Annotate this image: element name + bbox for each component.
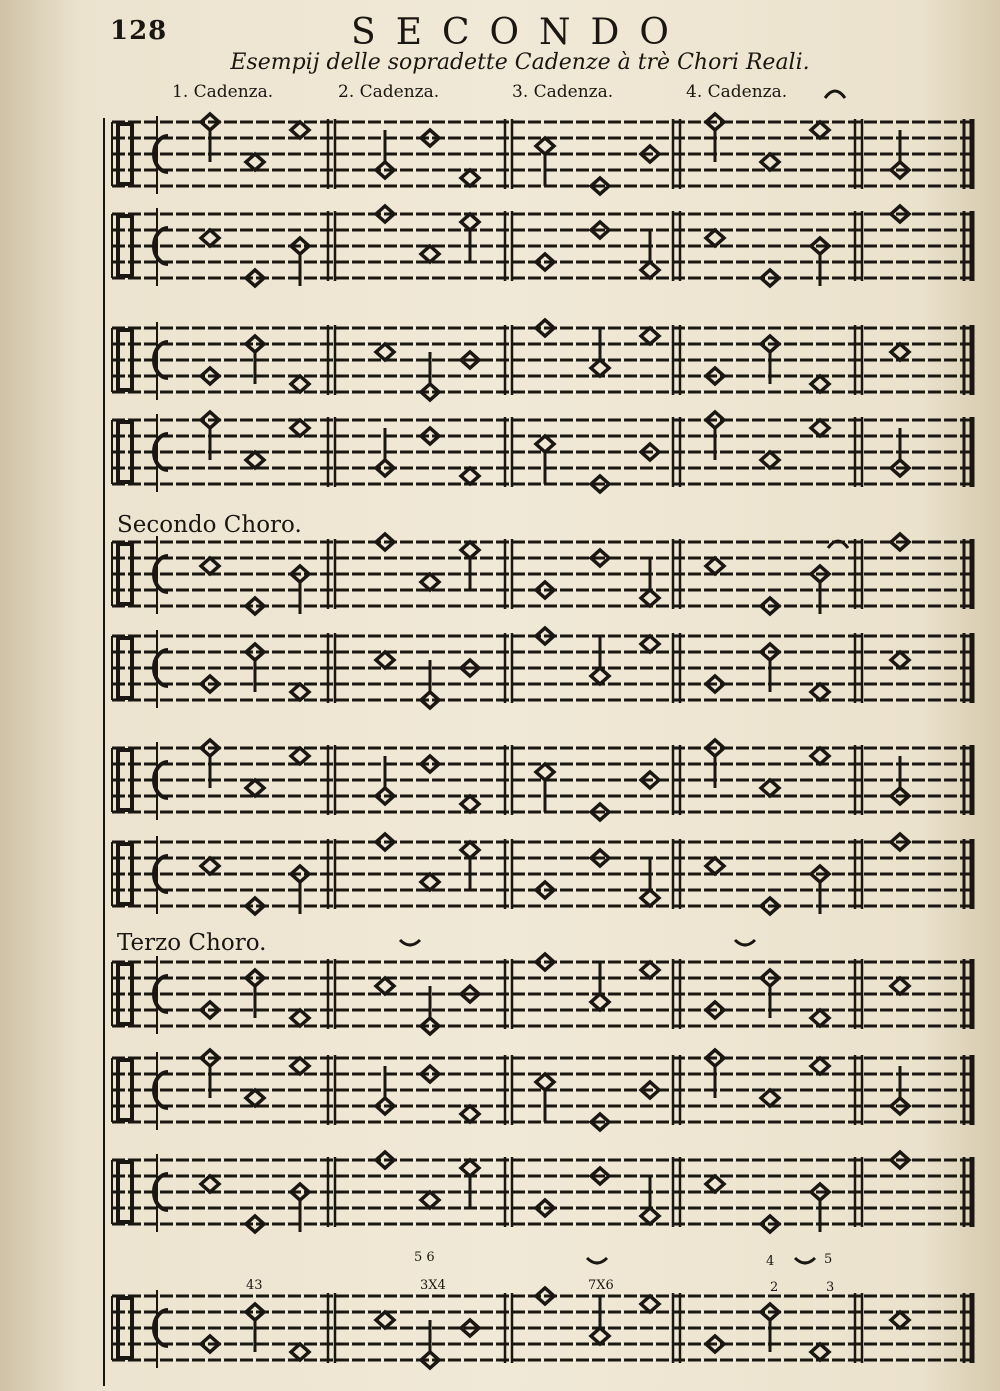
note-icon	[291, 748, 309, 764]
note-icon	[641, 1296, 659, 1312]
figure-2: 2	[770, 1280, 779, 1295]
note-icon	[706, 1176, 724, 1192]
note-icon	[246, 780, 264, 796]
note-icon	[291, 1010, 309, 1026]
note-icon	[291, 122, 309, 138]
note-icon	[461, 1160, 479, 1176]
note-icon	[421, 574, 439, 590]
note-icon	[201, 558, 219, 574]
cadence-label-4: 4. Cadenza.	[686, 82, 788, 102]
note-icon	[706, 558, 724, 574]
cadence-label-3: 3. Cadenza.	[512, 82, 614, 102]
note-icon	[536, 764, 554, 780]
page-title: Esempij delle sopradette Cadenze à trè Chori Reali.	[230, 50, 810, 75]
note-icon	[591, 994, 609, 1010]
figure-4-upper: 4	[766, 1254, 775, 1269]
note-icon	[536, 436, 554, 452]
note-icon	[811, 122, 829, 138]
note-icon	[891, 978, 909, 994]
note-icon	[811, 748, 829, 764]
note-icon	[591, 360, 609, 376]
note-icon	[811, 420, 829, 436]
note-icon	[591, 1328, 609, 1344]
note-icon	[591, 668, 609, 684]
figure-3x4: 3X4	[420, 1278, 446, 1293]
note-icon	[641, 1208, 659, 1224]
note-icon	[811, 1344, 829, 1360]
cadence-label-1: 1. Cadenza.	[172, 82, 274, 102]
page-number: 128	[110, 16, 168, 46]
tie-icon	[400, 940, 420, 945]
note-icon	[461, 170, 479, 186]
third-choir-label: Terzo Choro.	[117, 930, 267, 956]
note-icon	[376, 652, 394, 668]
note-icon	[706, 858, 724, 874]
note-icon	[461, 542, 479, 558]
note-icon	[641, 636, 659, 652]
note-icon	[761, 452, 779, 468]
second-choir-label: Secondo Choro.	[117, 512, 302, 538]
note-icon	[641, 890, 659, 906]
note-icon	[811, 1010, 829, 1026]
note-icon	[536, 138, 554, 154]
note-icon	[421, 874, 439, 890]
note-icon	[291, 420, 309, 436]
note-icon	[641, 262, 659, 278]
cadence-label-2: 2. Cadenza.	[338, 82, 440, 102]
note-icon	[461, 796, 479, 812]
tie-icon	[735, 940, 755, 945]
note-icon	[706, 230, 724, 246]
note-icon	[376, 1312, 394, 1328]
note-icon	[421, 246, 439, 262]
note-icon	[761, 780, 779, 796]
note-icon	[376, 344, 394, 360]
tie-icon	[795, 1258, 815, 1263]
note-icon	[891, 344, 909, 360]
figure-43: 43	[246, 1278, 263, 1293]
running-head: SECONDO	[351, 12, 689, 53]
note-icon	[201, 858, 219, 874]
note-icon	[761, 1090, 779, 1106]
note-icon	[811, 1058, 829, 1074]
note-icon	[891, 1312, 909, 1328]
note-icon	[461, 214, 479, 230]
note-icon	[291, 1058, 309, 1074]
note-icon	[291, 684, 309, 700]
figure-7x6: 7X6	[588, 1278, 614, 1293]
note-icon	[761, 154, 779, 170]
fermata-icon	[825, 91, 845, 98]
note-icon	[201, 230, 219, 246]
note-icon	[811, 684, 829, 700]
note-icon	[891, 652, 909, 668]
note-icon	[246, 452, 264, 468]
note-icon	[246, 1090, 264, 1106]
note-icon	[461, 468, 479, 484]
note-icon	[461, 1106, 479, 1122]
note-icon	[461, 842, 479, 858]
note-icon	[376, 978, 394, 994]
tie-icon	[587, 1258, 607, 1263]
note-icon	[246, 154, 264, 170]
figure-3-lower: 3	[826, 1280, 835, 1295]
note-icon	[201, 1176, 219, 1192]
note-icon	[811, 376, 829, 392]
note-icon	[291, 1344, 309, 1360]
figure-5-upper: 5	[824, 1252, 833, 1267]
figure-5-6: 5 6	[414, 1250, 435, 1265]
note-icon	[291, 376, 309, 392]
note-icon	[641, 590, 659, 606]
note-icon	[421, 1192, 439, 1208]
note-icon	[536, 1074, 554, 1090]
note-icon	[641, 328, 659, 344]
note-icon	[641, 962, 659, 978]
